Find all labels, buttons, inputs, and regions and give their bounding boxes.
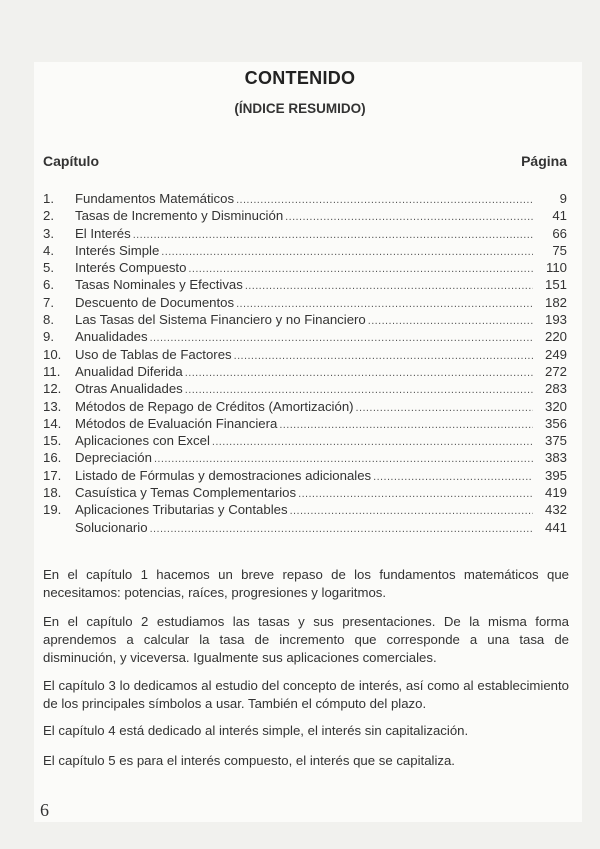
toc-entry-title: Métodos de Evaluación Financiera [75, 415, 278, 431]
toc-entry-number: 13. [43, 398, 62, 414]
toc-entry [43, 415, 567, 432]
toc-entry-number: 3. [43, 225, 54, 241]
toc-entry-number: 8. [43, 312, 54, 328]
toc-entry-number: 10. [43, 346, 62, 362]
toc-entry [43, 449, 567, 466]
toc-entry-page: 151 [544, 277, 567, 293]
toc-entry [43, 380, 567, 397]
intro-paragraph-3: El capítulo 3 lo dedicamos al estudio del concepto de interés, así como al establecimiento de los principales símbolos a usar. También el cómputo del plazo. [43, 678, 569, 711]
toc-entry [43, 484, 567, 501]
toc-entry-page: 272 [544, 363, 567, 379]
toc-entry [43, 363, 567, 380]
toc-entry-number: 16. [43, 450, 62, 466]
page-subtitle: (ÍNDICE RESUMIDO) [234, 101, 366, 116]
intro-paragraph-1: En el capítulo 1 hacemos un breve repaso de los fundamentos matemáticos que necesitamos: potencias, raíces, progresiones y logaritmos. [43, 567, 569, 600]
toc-entry-number: 12. [43, 381, 62, 397]
table-of-contents [43, 190, 567, 536]
toc-entry-title: Interés Simple [75, 242, 160, 258]
toc-entry-page: 75 [552, 242, 567, 258]
toc-entry-title: Depreciación [75, 450, 152, 466]
toc-entry [43, 467, 567, 484]
toc-entry-title: Descuento de Documentos [75, 294, 235, 310]
toc-leader-dots [285, 209, 533, 226]
toc-entry-number: 19. [43, 502, 62, 518]
toc-entry-page: 193 [544, 312, 567, 328]
toc-entry [43, 328, 567, 345]
toc-entry-title: Aplicaciones con Excel [75, 433, 210, 449]
intro-paragraph-4: El capítulo 4 está dedicado al interés simple, el interés sin capitalización. [43, 723, 469, 738]
toc-entry-title: Solucionario [75, 519, 148, 535]
toc-entry-title: Fundamentos Matemáticos [75, 191, 235, 206]
toc-entry-page: 419 [544, 485, 567, 501]
toc-entry-page: 356 [544, 415, 567, 431]
toc-entry-title: Tasas Nominales y Efectivas [75, 277, 243, 293]
chapter-column-header: Capítulo [43, 153, 99, 169]
toc-entry [43, 225, 567, 242]
toc-entry-number: 11. [43, 363, 61, 379]
toc-leader-dots [298, 486, 533, 503]
toc-entry [43, 432, 567, 449]
toc-entry-page: 9 [559, 191, 567, 206]
toc-entry-page: 283 [544, 381, 567, 397]
toc-entry-title: Uso de Tablas de Factores [75, 346, 232, 362]
toc-entry-page: 110 [545, 260, 567, 276]
toc-entry [43, 519, 567, 536]
toc-entry-page: 395 [544, 467, 567, 483]
toc-entry-number: 18. [43, 485, 62, 501]
toc-entry-title: Otras Anualidades [75, 381, 183, 397]
toc-entry [43, 311, 567, 328]
toc-entry [43, 294, 567, 311]
toc-entry-number: 4. [43, 242, 54, 258]
toc-entry-number: 15. [43, 433, 62, 449]
toc-leader-dots [290, 503, 533, 520]
toc-entry-title: El Interés [75, 225, 131, 241]
toc-leader-dots [161, 244, 533, 261]
toc-entry-title: Listado de Fórmulas y demostraciones adicionales [75, 467, 372, 483]
toc-entry-number: 6. [43, 277, 54, 293]
toc-leader-dots [212, 434, 533, 451]
toc-entry [43, 242, 567, 259]
toc-entry-page: 383 [544, 450, 567, 466]
toc-leader-dots [368, 313, 533, 330]
toc-entry [43, 259, 567, 276]
toc-entry-title: Aplicaciones Tributarias y Contables [75, 502, 288, 518]
toc-entry [43, 190, 567, 207]
toc-entry-number: 9. [43, 329, 54, 345]
toc-entry [43, 398, 567, 415]
toc-entry-title: Casuística y Temas Complementarios [75, 485, 297, 501]
toc-entry-title: Interés Compuesto [75, 260, 187, 276]
toc-entry-number: 14. [43, 415, 62, 431]
page-column-header: Página [521, 153, 567, 169]
toc-leader-dots [185, 365, 533, 382]
toc-leader-dots [356, 400, 533, 417]
page-title: CONTENIDO [244, 68, 356, 88]
toc-leader-dots [279, 417, 533, 434]
toc-leader-dots [245, 278, 533, 295]
toc-leader-dots [373, 469, 533, 486]
toc-entry-title: Métodos de Repago de Créditos (Amortización) [75, 398, 354, 414]
toc-leader-dots [133, 227, 533, 244]
page-number: 6 [40, 800, 49, 820]
toc-entry-page: 220 [544, 329, 567, 345]
toc-entry-page: 432 [544, 502, 567, 518]
toc-entry-number: 2. [43, 208, 54, 224]
intro-paragraph-5: El capítulo 5 es para el interés compuesto, el interés que se capitaliza. [43, 753, 455, 768]
toc-entry [43, 501, 567, 518]
toc-entry-page: 441 [544, 519, 567, 535]
toc-entry-number: 7. [43, 294, 54, 310]
toc-entry-number: 17. [43, 467, 62, 483]
toc-leader-dots [234, 348, 533, 365]
toc-entry [43, 276, 567, 293]
toc-entry [43, 346, 567, 363]
intro-paragraph-2: En el capítulo 2 estudiamos las tasas y sus presentaciones. De la misma forma aprendemos a calcular la tasa de incremento que corresponde a una tasa de disminución, y viceversa. Igualmente sus aplicaciones comerciales. [43, 614, 569, 665]
toc-entry-page: 66 [552, 225, 567, 241]
toc-entry-page: 375 [544, 433, 567, 449]
toc-entry-title: Anualidades [75, 329, 148, 345]
toc-entry-page: 182 [544, 294, 567, 310]
toc-entry-page: 249 [544, 346, 567, 362]
toc-entry-number: 5. [43, 260, 54, 276]
toc-entry-title: Tasas de Incremento y Disminución [75, 208, 284, 224]
toc-entry-page: 320 [544, 398, 567, 414]
toc-entry [43, 207, 567, 224]
toc-entry-title: Las Tasas del Sistema Financiero y no Financiero [75, 312, 366, 328]
toc-entry-title: Anualidad Diferida [75, 363, 183, 379]
toc-leader-dots [150, 521, 533, 538]
toc-entry-page: 41 [552, 208, 567, 224]
toc-entry-number: 1. [43, 191, 54, 206]
